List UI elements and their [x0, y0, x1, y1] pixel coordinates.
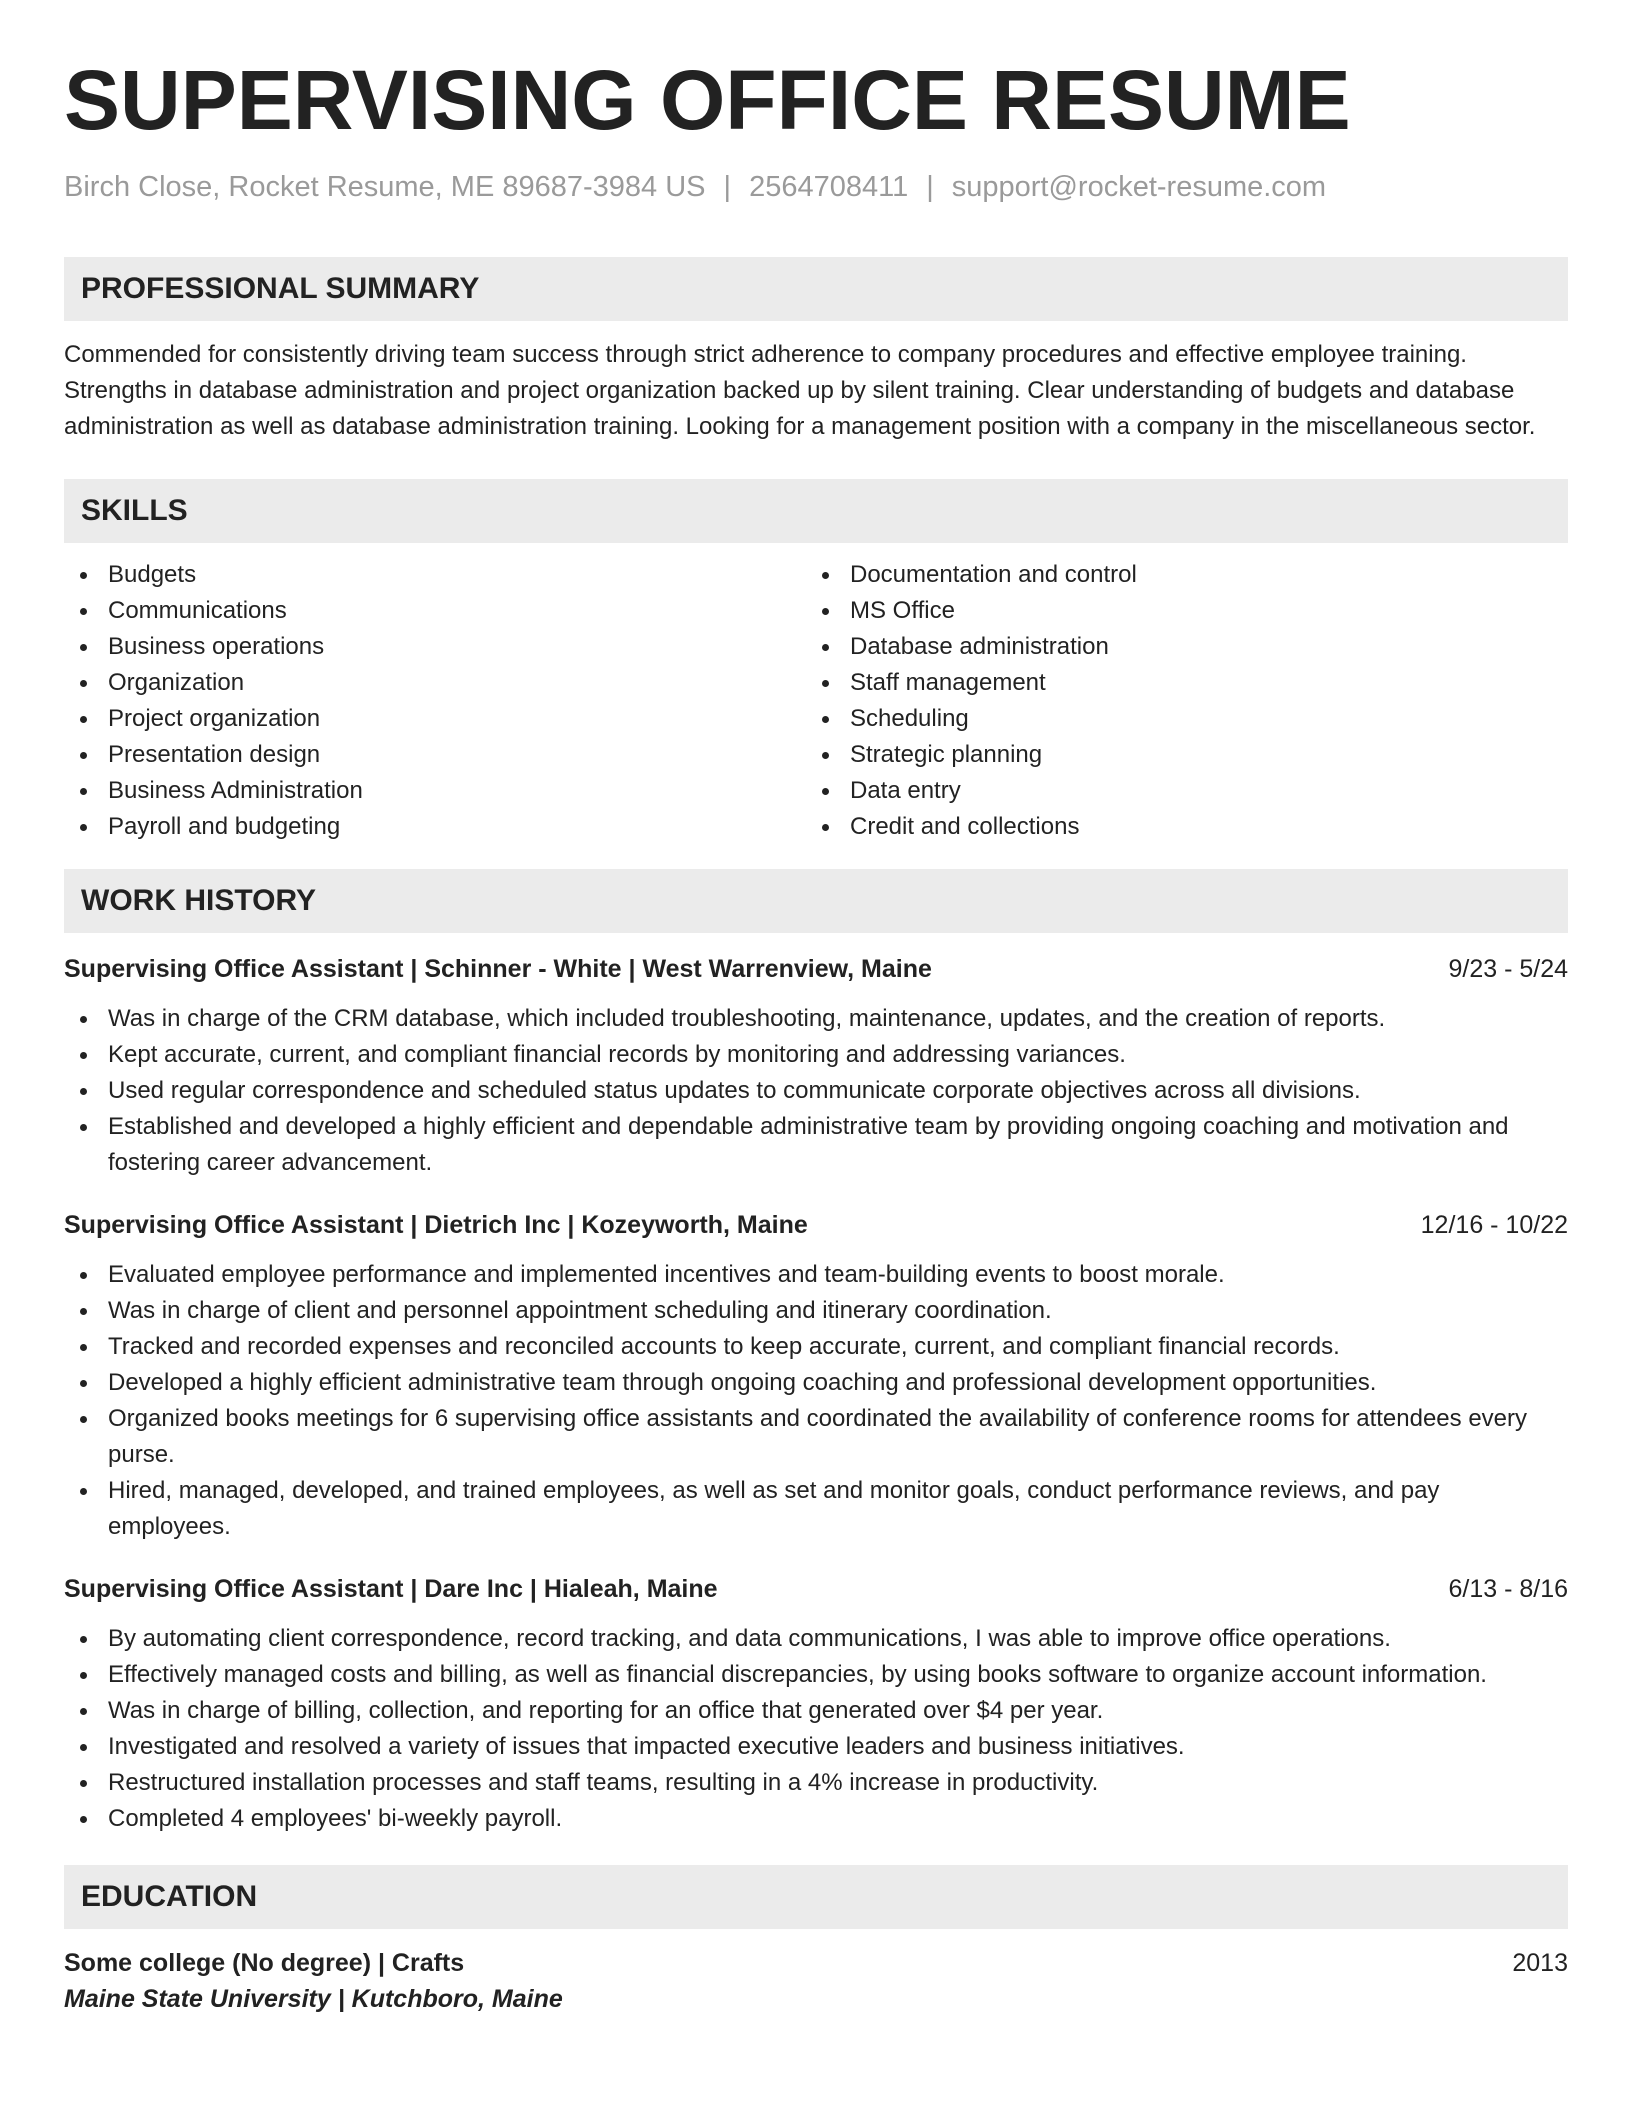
- skill-item: Budgets: [64, 557, 806, 593]
- education-year: 2013: [1512, 1948, 1568, 1977]
- job-bullet: Was in charge of client and personnel appointment scheduling and itinerary coordination.: [64, 1293, 1568, 1329]
- job-bullet: Kept accurate, current, and compliant financial records by monitoring and addressing variances.: [64, 1037, 1568, 1073]
- summary-text: Commended for consistently driving team success through strict adherence to company procedures and effective employee training. Strengths in database administration and project organization backed up by silent training. Clear understanding of budgets and database administration as well as database administration training. Looking for a management position with a company in the miscellaneous sector.: [64, 340, 1536, 440]
- contact-phone: 2564708411: [749, 171, 909, 203]
- job-bullet: Used regular correspondence and scheduled status updates to communicate corporate objectives across all divisions.: [64, 1073, 1568, 1109]
- skills-grid: [64, 557, 1568, 845]
- skill-item: Staff management: [806, 665, 1548, 701]
- job-bullet: Completed 4 employees' bi-weekly payroll.: [64, 1801, 1568, 1837]
- contact-line: [64, 170, 1568, 205]
- skill-item: Strategic planning: [806, 737, 1548, 773]
- skill-item: Database administration: [806, 629, 1548, 665]
- skill-item: Business operations: [64, 629, 806, 665]
- skill-item: Communications: [64, 593, 806, 629]
- job-entry: [64, 1571, 1568, 1837]
- job-title: Supervising Office Assistant | Schinner - White | West Warrenview, Maine: [64, 954, 932, 983]
- section-header-work-history: WORK HISTORY: [64, 869, 1568, 933]
- job-dates: 12/16 - 10/22: [1420, 1210, 1568, 1239]
- job-bullet: Organized books meetings for 6 supervising office assistants and coordinated the availability of conference rooms for attendees every purse.: [64, 1401, 1568, 1473]
- job-bullet: Effectively managed costs and billing, as well as financial discrepancies, by using books software to organize account information.: [64, 1657, 1568, 1693]
- skill-item: Organization: [64, 665, 806, 701]
- job-bullet: Investigated and resolved a variety of issues that impacted executive leaders and business initiatives.: [64, 1729, 1568, 1765]
- job-bullet: Was in charge of billing, collection, and reporting for an office that generated over $4 per year.: [64, 1693, 1568, 1729]
- education-degree: Some college (No degree) | Crafts: [64, 1948, 465, 1977]
- job-header: [64, 951, 1568, 987]
- job-bullets: [64, 1001, 1568, 1181]
- skill-item: Presentation design: [64, 737, 806, 773]
- skill-item: MS Office: [806, 593, 1548, 629]
- job-bullet: By automating client correspondence, record tracking, and data communications, I was able to improve office operations.: [64, 1621, 1568, 1657]
- resume-page: [64, 50, 1568, 2017]
- job-bullets: [64, 1621, 1568, 1837]
- section-header-summary: PROFESSIONAL SUMMARY: [64, 257, 1568, 321]
- contact-email: support@rocket-resume.com: [951, 171, 1327, 203]
- job-bullet: Hired, managed, developed, and trained employees, as well as set and monitor goals, conduct performance reviews, and pay employees.: [64, 1473, 1568, 1545]
- section-header-education: EDUCATION: [64, 1865, 1568, 1929]
- job-bullet: Established and developed a highly efficient and dependable administrative team by providing ongoing coaching and motivation and fostering career advancement.: [64, 1109, 1568, 1181]
- job-title: Supervising Office Assistant | Dietrich Inc | Kozeyworth, Maine: [64, 1210, 808, 1239]
- skill-item: Documentation and control: [806, 557, 1548, 593]
- job-title: Supervising Office Assistant | Dare Inc | Hialeah, Maine: [64, 1574, 718, 1603]
- job-header: [64, 1207, 1568, 1243]
- job-dates: 6/13 - 8/16: [1448, 1574, 1568, 1603]
- skill-item: Project organization: [64, 701, 806, 737]
- contact-separator: |: [926, 171, 934, 203]
- job-bullet: Tracked and recorded expenses and reconciled accounts to keep accurate, current, and compliant financial records.: [64, 1329, 1568, 1365]
- education-entry: [64, 1945, 1568, 2017]
- resume-name: SUPERVISING OFFICE RESUME: [64, 53, 1351, 147]
- job-bullet: Restructured installation processes and staff teams, resulting in a 4% increase in productivity.: [64, 1765, 1568, 1801]
- job-bullets: [64, 1257, 1568, 1545]
- contact-separator: |: [723, 171, 732, 203]
- job-bullet: Evaluated employee performance and implemented incentives and team-building events to boost morale.: [64, 1257, 1568, 1293]
- skill-item: Data entry: [806, 773, 1548, 809]
- skills-column-right: [806, 557, 1548, 845]
- skills-column-left: [64, 557, 806, 845]
- job-entry: [64, 1207, 1568, 1545]
- job-bullet: Developed a highly efficient administrative team through ongoing coaching and professional development opportunities.: [64, 1365, 1568, 1401]
- skill-item: Business Administration: [64, 773, 806, 809]
- skill-item: Scheduling: [806, 701, 1548, 737]
- job-dates: 9/23 - 5/24: [1448, 954, 1568, 983]
- job-bullet: Was in charge of the CRM database, which included troubleshooting, maintenance, updates, and the creation of reports.: [64, 1001, 1568, 1037]
- education-header: [64, 1945, 1568, 1981]
- skill-item: Payroll and budgeting: [64, 809, 806, 845]
- skill-item: Credit and collections: [806, 809, 1548, 845]
- contact-address: Birch Close, Rocket Resume, ME 89687-3984 US: [64, 171, 706, 203]
- job-entry: [64, 951, 1568, 1181]
- job-header: [64, 1571, 1568, 1607]
- section-header-skills: SKILLS: [64, 479, 1568, 543]
- education-school: Maine State University | Kutchboro, Maine: [64, 1984, 563, 2013]
